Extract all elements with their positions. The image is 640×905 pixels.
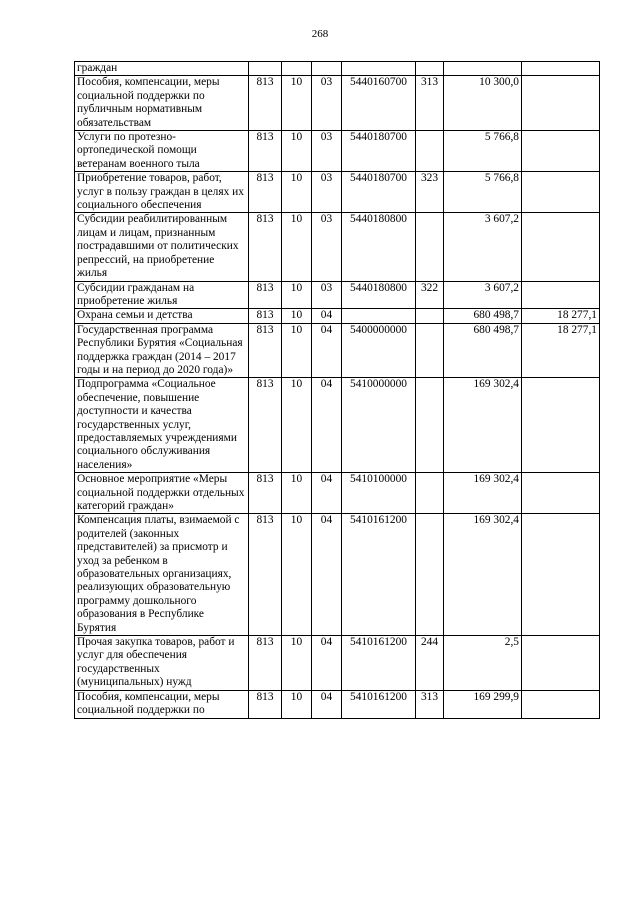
target-article-cell: 5440180700 [342, 131, 416, 172]
row-name: Основное мероприятие «Меры социальной поддержки отдельных категорий граждан» [75, 473, 249, 514]
subsection-cell: 04 [312, 690, 342, 718]
amount-cell: 2,5 [444, 636, 522, 691]
section-cell: 10 [282, 378, 312, 473]
subvention-amount-cell [522, 636, 600, 691]
target-article-cell: 5400000000 [342, 323, 416, 378]
section-cell: 10 [282, 131, 312, 172]
table-row [75, 473, 600, 514]
table-row [75, 281, 600, 309]
row-name: Приобретение товаров, работ, услуг в пользу граждан в целях их социального обеспечения [75, 172, 249, 213]
section-cell: 10 [282, 76, 312, 131]
ved-cell: 813 [249, 213, 282, 281]
amount-cell: 680 498,7 [444, 309, 522, 323]
subvention-amount-cell [522, 281, 600, 309]
budget-table [74, 61, 600, 719]
subsection-cell: 04 [312, 514, 342, 636]
section-cell: 10 [282, 309, 312, 323]
table-row [75, 213, 600, 281]
amount-cell: 169 302,4 [444, 514, 522, 636]
ved-cell: 813 [249, 514, 282, 636]
table-row [75, 76, 600, 131]
subsection-cell: 03 [312, 172, 342, 213]
subsection-cell: 04 [312, 309, 342, 323]
target-article-cell: 5410000000 [342, 378, 416, 473]
row-name: Пособия, компенсации, меры социальной поддержки по публичным нормативным обязательствам [75, 76, 249, 131]
section-cell: 10 [282, 514, 312, 636]
page-number: 268 [311, 28, 329, 40]
subvention-amount-cell: 18 277,1 [522, 309, 600, 323]
ved-cell: 813 [249, 690, 282, 718]
target-article-cell: 5410161200 [342, 690, 416, 718]
section-cell: 10 [282, 213, 312, 281]
row-name: граждан [75, 62, 249, 76]
subsection-cell: 04 [312, 378, 342, 473]
amount-cell: 169 302,4 [444, 378, 522, 473]
section-cell [282, 62, 312, 76]
subsection-cell: 03 [312, 131, 342, 172]
row-name: Компенсация платы, взимаемой с родителей (законных представителей) за присмотр и уход за ребенком в образовательных организациях, реализующих образовательную программу дошкольного образования в Республике Бурятия [75, 514, 249, 636]
table-row [75, 131, 600, 172]
ved-cell: 813 [249, 281, 282, 309]
subsection-cell: 03 [312, 76, 342, 131]
ved-cell: 813 [249, 323, 282, 378]
row-name: Подпрограмма «Социальное обеспечение, повышение доступности и качества государственных услуг, предоставляемых учреждениями социального обслуживания населения» [75, 378, 249, 473]
subvention-amount-cell: 18 277,1 [522, 323, 600, 378]
amount-cell: 3 607,2 [444, 213, 522, 281]
row-name: Охрана семьи и детства [75, 309, 249, 323]
target-article-cell [342, 309, 416, 323]
table-row [75, 636, 600, 691]
section-cell: 10 [282, 281, 312, 309]
row-name: Субсидии реабилитированным лицам и лицам, признанным пострадавшими от политических репрессий, на приобретение жилья [75, 213, 249, 281]
row-name: Субсидии гражданам на приобретение жилья [75, 281, 249, 309]
amount-cell: 5 766,8 [444, 131, 522, 172]
ved-cell: 813 [249, 636, 282, 691]
expense-type-cell [416, 473, 444, 514]
expense-type-cell [416, 309, 444, 323]
target-article-cell: 5440180700 [342, 172, 416, 213]
section-cell: 10 [282, 636, 312, 691]
subvention-amount-cell [522, 378, 600, 473]
amount-cell: 5 766,8 [444, 172, 522, 213]
target-article-cell: 5410161200 [342, 514, 416, 636]
ved-cell: 813 [249, 473, 282, 514]
subsection-cell: 03 [312, 213, 342, 281]
table-row [75, 378, 600, 473]
expense-type-cell [416, 378, 444, 473]
row-name: Государственная программа Республики Бурятия «Социальная поддержка граждан (2014 – 2017 годы и на период до 2020 года)» [75, 323, 249, 378]
table-row [75, 172, 600, 213]
ved-cell: 813 [249, 131, 282, 172]
ved-cell: 813 [249, 76, 282, 131]
amount-cell: 3 607,2 [444, 281, 522, 309]
table-row [75, 323, 600, 378]
target-article-cell [342, 62, 416, 76]
expense-type-cell [416, 213, 444, 281]
target-article-cell: 5440180800 [342, 213, 416, 281]
amount-cell [444, 62, 522, 76]
ved-cell [249, 62, 282, 76]
table-row [75, 514, 600, 636]
expense-type-cell [416, 131, 444, 172]
amount-cell: 680 498,7 [444, 323, 522, 378]
expense-type-cell: 313 [416, 690, 444, 718]
target-article-cell: 5410161200 [342, 636, 416, 691]
subsection-cell: 04 [312, 636, 342, 691]
subvention-amount-cell [522, 514, 600, 636]
subvention-amount-cell [522, 76, 600, 131]
subvention-amount-cell [522, 473, 600, 514]
row-name: Прочая закупка товаров, работ и услуг для обеспечения государственных (муниципальных) нужд [75, 636, 249, 691]
target-article-cell: 5410100000 [342, 473, 416, 514]
ved-cell: 813 [249, 172, 282, 213]
table-row [75, 62, 600, 76]
row-name: Пособия, компенсации, меры социальной поддержки по [75, 690, 249, 718]
expense-type-cell: 322 [416, 281, 444, 309]
section-cell: 10 [282, 690, 312, 718]
subvention-amount-cell [522, 213, 600, 281]
section-cell: 10 [282, 473, 312, 514]
expense-type-cell [416, 514, 444, 636]
expense-type-cell: 313 [416, 76, 444, 131]
amount-cell: 10 300,0 [444, 76, 522, 131]
subsection-cell: 04 [312, 323, 342, 378]
subvention-amount-cell [522, 172, 600, 213]
ved-cell: 813 [249, 309, 282, 323]
expense-type-cell: 244 [416, 636, 444, 691]
subsection-cell: 03 [312, 281, 342, 309]
table-row [75, 309, 600, 323]
row-name: Услуги по протезно-ортопедической помощи ветеранам военного тыла [75, 131, 249, 172]
table-row [75, 690, 600, 718]
amount-cell: 169 299,9 [444, 690, 522, 718]
amount-cell: 169 302,4 [444, 473, 522, 514]
subvention-amount-cell [522, 62, 600, 76]
expense-type-cell [416, 323, 444, 378]
subvention-amount-cell [522, 690, 600, 718]
subvention-amount-cell [522, 131, 600, 172]
target-article-cell: 5440180800 [342, 281, 416, 309]
target-article-cell: 5440160700 [342, 76, 416, 131]
section-cell: 10 [282, 172, 312, 213]
expense-type-cell: 323 [416, 172, 444, 213]
subsection-cell: 04 [312, 473, 342, 514]
section-cell: 10 [282, 323, 312, 378]
subsection-cell [312, 62, 342, 76]
ved-cell: 813 [249, 378, 282, 473]
expense-type-cell [416, 62, 444, 76]
